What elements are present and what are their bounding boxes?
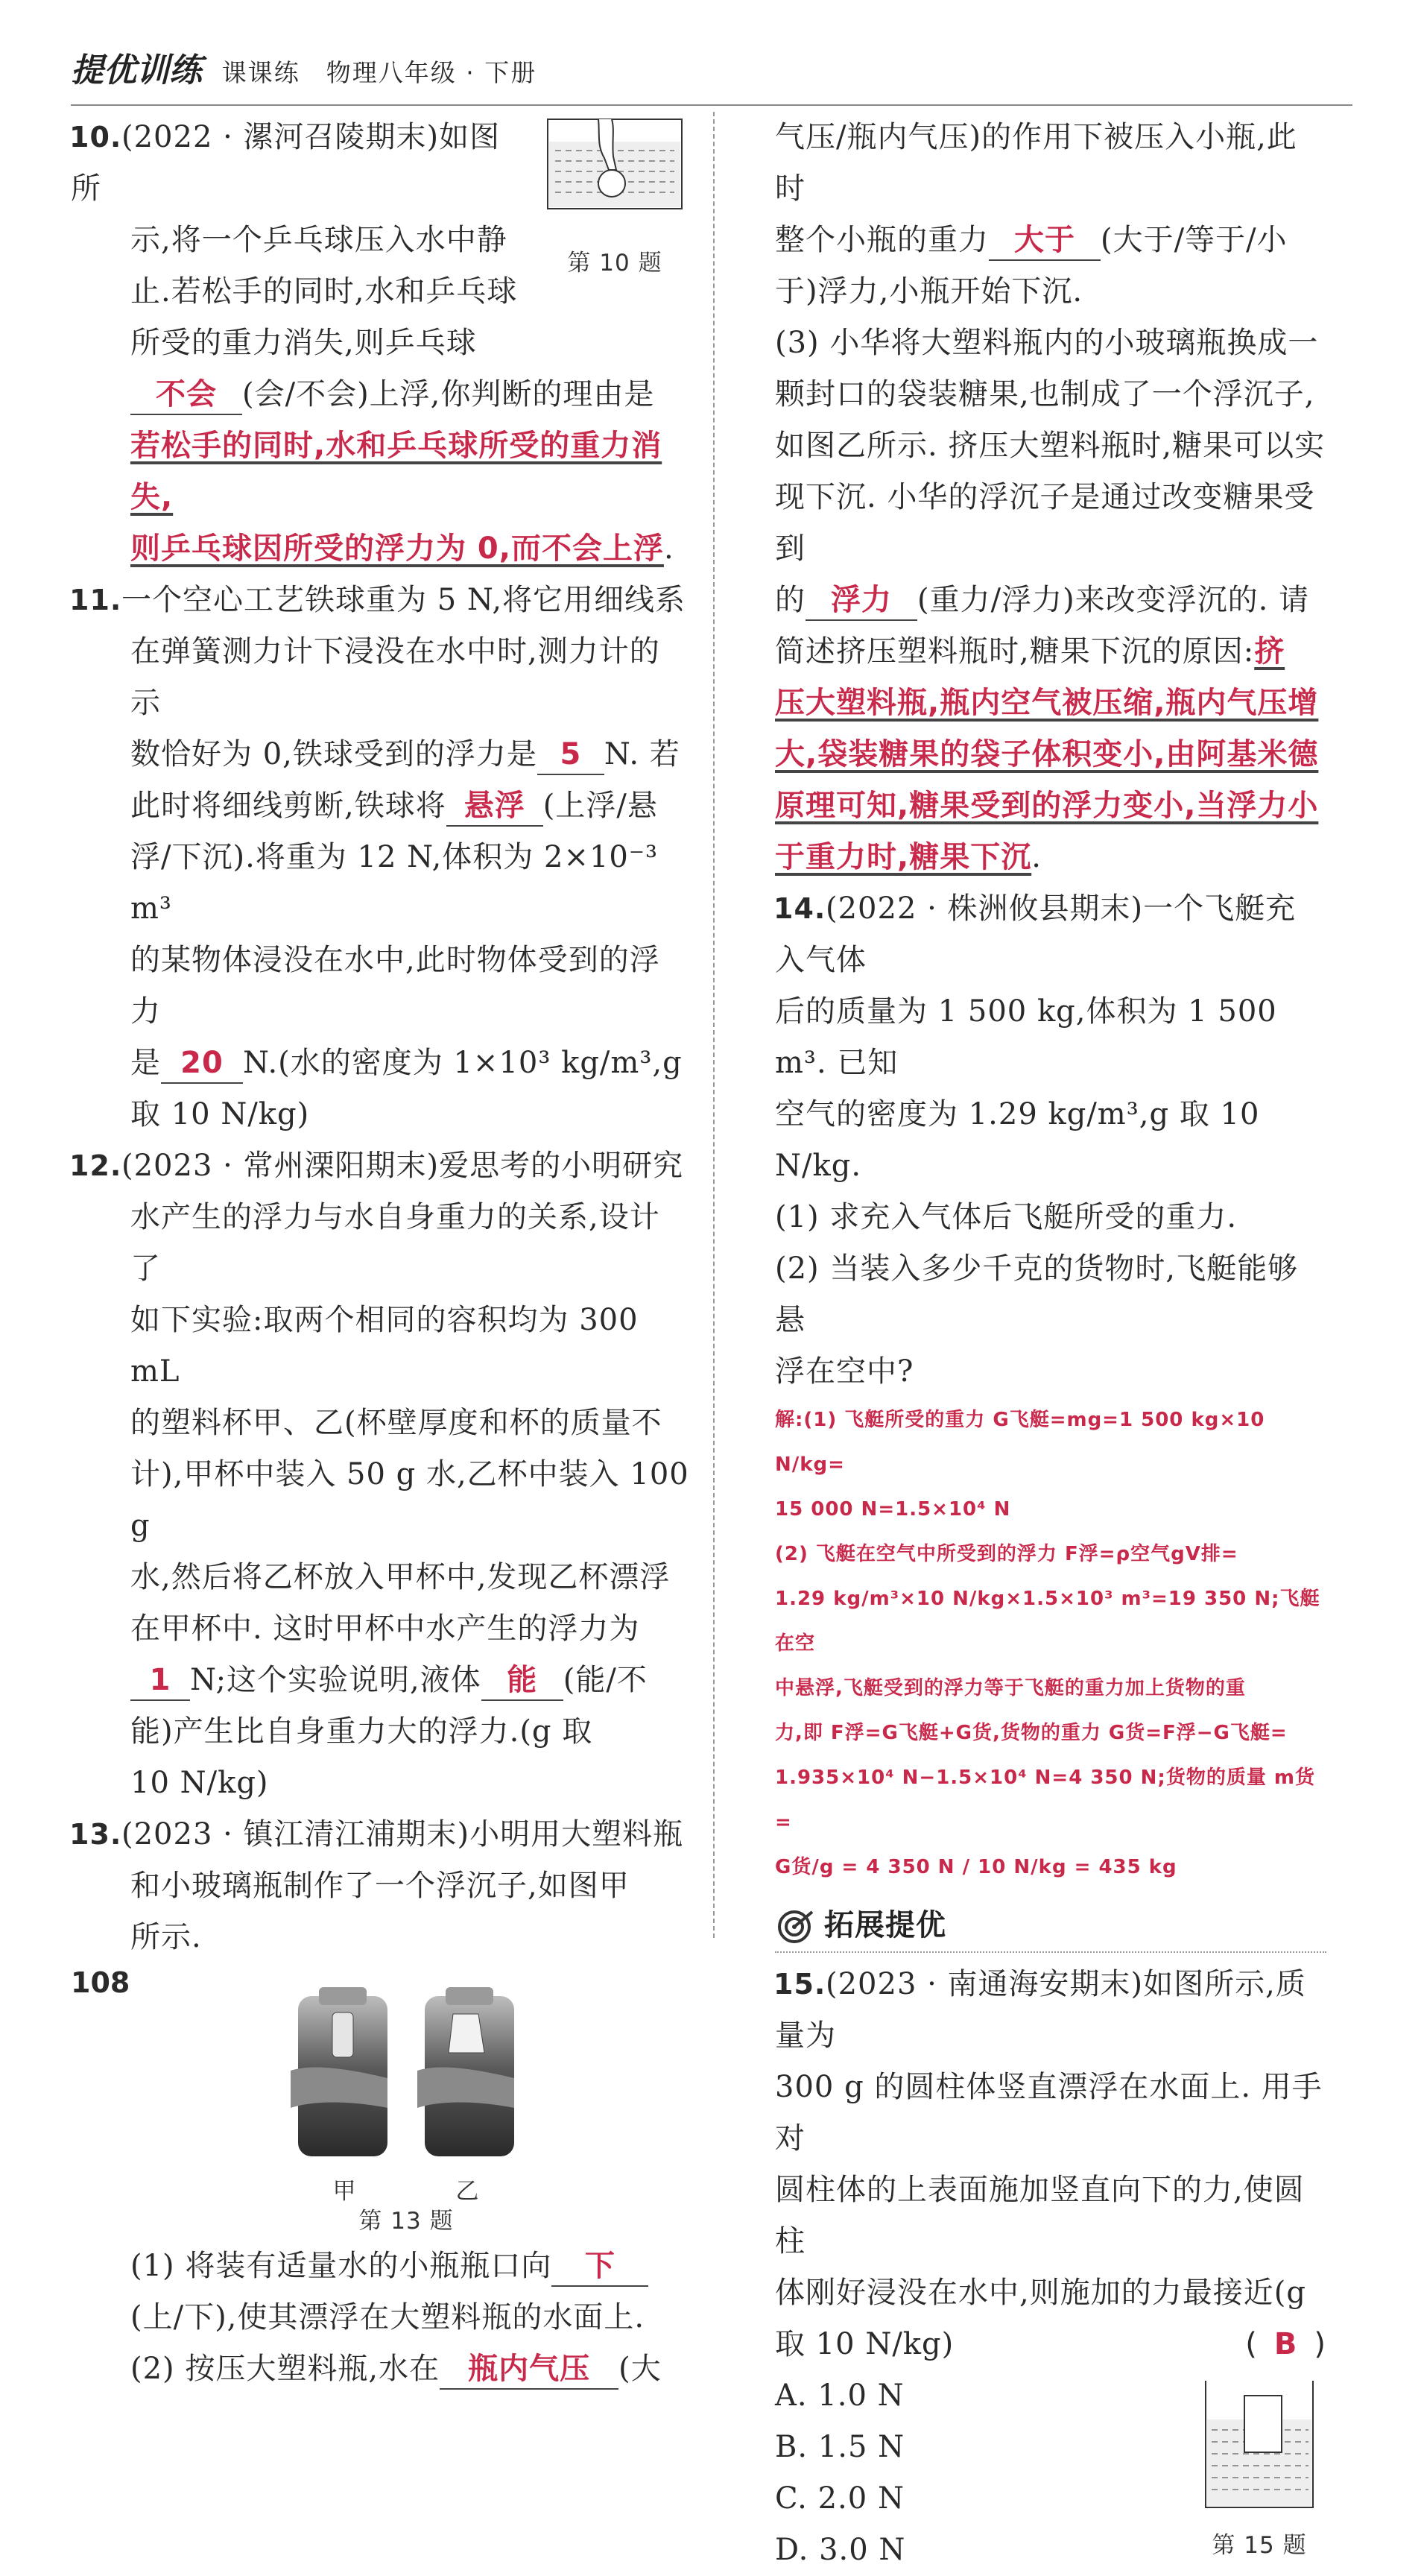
q13-part3-4: 现下沉. 小华的浮沉子是通过改变糖果受到 — [775, 480, 1315, 566]
q10-line-2: 示,将一个乒乓球压入水中静 — [130, 223, 507, 257]
q15-line-1: (2023 · 南通海安期末)如图所示,质量为 — [775, 1967, 1306, 2053]
q12-number: 12. — [69, 1149, 122, 1182]
q11-answer-1: 5 — [537, 735, 604, 775]
q13-reason-1: 挤 — [1254, 634, 1285, 669]
q10-reason-2: 则乒乓球因所受的浮力为 0,而不会上浮 — [130, 531, 664, 566]
q13-end: . — [1031, 840, 1042, 874]
page-number: 108 — [71, 1966, 130, 1999]
q15-caption: 第 15 题 — [1212, 2532, 1307, 2559]
q13-line-1: (2023 · 镇江清江浦期末)小明用大塑料瓶 — [121, 1817, 684, 1852]
q15-line-3: 圆柱体的上表面施加竖直向下的力,使圆柱 — [775, 2173, 1305, 2258]
solution-line: 力,即 F浮=G飞艇+G货,货物的重力 G货=F浮−G飞艇= — [775, 1722, 1288, 1744]
q13-reason-3: 大,袋装糖果的袋子体积变小,由阿基米德 — [775, 737, 1319, 771]
q10-line-1: (2022 · 漯河召陵期末)如图所 — [71, 120, 501, 206]
q10-figure — [540, 112, 689, 276]
q13-reason-4: 原理可知,糖果受到的浮力变小,当浮力小 — [775, 789, 1319, 823]
q15-number: 15. — [773, 1968, 826, 2001]
q13-line-2: 和小玻璃瓶制作了一个浮沉子,如图甲 — [130, 1869, 630, 1903]
q11-line-7b: N.(水的密度为 1×10³ kg/m³,g — [243, 1046, 683, 1080]
q12-line-8b: (能/不 — [563, 1663, 648, 1697]
q10-line-4: 所受的重力消失,则乒乓球 — [130, 326, 477, 360]
q13-part3-5: 的 — [775, 583, 806, 617]
q13-cont-2b: (大于/等于/小 — [1101, 223, 1288, 257]
q15-option-d: D. 3.0 N — [775, 2533, 906, 2567]
q12-answer-1: 1 — [130, 1661, 190, 1701]
q12-answer-2: 能 — [481, 1661, 563, 1701]
q15-option-c: C. 2.0 N — [775, 2481, 905, 2516]
question-13 — [71, 1809, 689, 2395]
section-heading — [775, 1900, 1326, 1953]
q15-answer-bracket: ( B ) — [1245, 2327, 1326, 2361]
q12-line-3: 如下实验:取两个相同的容积均为 300 mL — [130, 1303, 639, 1389]
q14-line-1: (2022 · 株洲攸县期末)一个飞艇充入气体 — [775, 891, 1297, 977]
q10-end: . — [663, 531, 674, 566]
q15-line-5: 取 10 N/kg) — [775, 2327, 955, 2361]
q14-sub-2: (2) 当装入多少千克的货物时,飞艇能够悬 — [775, 1251, 1299, 1337]
q11-line-1: 一个空心工艺铁球重为 5 N,将它用细线系 — [121, 583, 686, 617]
solution-line: G货/g = 4 350 N / 10 N/kg = 435 kg — [775, 1856, 1177, 1878]
q13-label-b: 乙 — [455, 2178, 480, 2205]
q11-line-3b: N. 若 — [604, 737, 680, 771]
q13-part1: (1) 将装有适量水的小瓶瓶口向 — [130, 2249, 552, 2283]
q13-part1b: (上/下),使其漂浮在大塑料瓶的水面上. — [130, 2300, 645, 2334]
q11-line-8: 取 10 N/kg) — [130, 1097, 310, 1131]
question-15 — [775, 1959, 1326, 2576]
q14-solution — [775, 1398, 1326, 1890]
question-10 — [71, 112, 689, 575]
question-12 — [71, 1140, 689, 1809]
column-divider — [713, 112, 715, 1938]
left-column — [71, 112, 689, 2395]
q11-answer-2: 悬浮 — [446, 786, 543, 827]
q10-caption: 第 10 题 — [567, 250, 662, 277]
q11-line-3: 数恰好为 0,铁球受到的浮力是 — [130, 737, 537, 771]
page-header — [71, 43, 1352, 95]
q13-cont-1: 气压/瓶内气压)的作用下被压入小瓶,此时 — [775, 120, 1297, 206]
solution-line: 解:(1) 飞艇所受的重力 G飞艇=mg=1 500 kg×10 N/kg= — [775, 1409, 1265, 1476]
q10-line-3: 止.若松手的同时,水和乒乓球 — [130, 274, 518, 309]
target-icon — [775, 1907, 817, 1945]
q11-line-5: 浮/下沉).将重为 12 N,体积为 2×10⁻³ m³ — [130, 840, 659, 926]
beaker-icon — [1200, 2373, 1319, 2515]
q14-line-3: 空气的密度为 1.29 kg/m³,g 取 10 N/kg. — [775, 1097, 1260, 1183]
q11-number: 11. — [69, 584, 122, 616]
q12-line-2: 水产生的浮力与水自身重力的关系,设计了 — [130, 1200, 660, 1286]
q13-reason-2: 压大塑料瓶,瓶内空气被压缩,瓶内气压增 — [775, 686, 1319, 720]
q13-number: 13. — [69, 1818, 122, 1851]
header-rule — [71, 104, 1352, 106]
q15-answer: B — [1273, 2327, 1298, 2361]
q12-line-4: 的塑料杯甲、乙(杯壁厚度和杯的质量不 — [130, 1406, 662, 1440]
q10-reason-1: 若松手的同时,水和乒乓球所受的重力消失, — [130, 429, 662, 514]
q13-cont-3: 于)浮力,小瓶开始下沉. — [775, 274, 1083, 309]
question-14 — [775, 883, 1326, 1890]
q15-option-a: A. 1.0 N — [775, 2378, 905, 2413]
q13-part3-3: 如图乙所示. 挤压大塑料瓶时,糖果可以实 — [775, 429, 1326, 463]
q11-answer-3: 20 — [161, 1044, 243, 1084]
q14-number: 14. — [773, 892, 826, 925]
q13-answer-3: 大于 — [989, 221, 1101, 261]
q13-part3-5b: (重力/浮力)来改变浮沉的. 请 — [917, 583, 1310, 617]
question-11 — [71, 575, 689, 1140]
q13-part2b: (大 — [618, 2352, 662, 2386]
q11-line-4: 此时将细线剪断,铁球将 — [130, 789, 446, 823]
q12-line-9: 能)产生比自身重力大的浮力.(g 取 — [130, 1714, 593, 1749]
q12-line-6: 水,然后将乙杯放入甲杯中,发现乙杯漂浮 — [130, 1560, 671, 1594]
q15-option-b: B. 1.5 N — [775, 2430, 905, 2464]
bottle-photo-icon — [283, 1981, 529, 2160]
q13-figure — [283, 1981, 529, 2236]
q14-sub-2b: 浮在空中? — [775, 1354, 914, 1389]
q15-line-2: 300 g 的圆柱体竖直漂浮在水面上. 用手对 — [775, 2070, 1323, 2156]
q12-line-8: N;这个实验说明,液体 — [190, 1663, 481, 1697]
header-subtitle: 课课练 物理八年级 · 下册 — [221, 58, 537, 87]
q11-line-6: 的某物体浸没在水中,此时物体受到的浮力 — [130, 943, 660, 1029]
q13-answer-2: 瓶内气压 — [440, 2349, 618, 2390]
right-column — [775, 112, 1326, 2576]
q13-reason-5: 于重力时,糖果下沉 — [775, 840, 1032, 874]
q13-cont-2: 整个小瓶的重力 — [775, 223, 989, 257]
q11-line-4b: (上浮/悬 — [542, 789, 658, 823]
q11-line-7: 是 — [130, 1046, 161, 1080]
solution-line: 中悬浮,飞艇受到的浮力等于飞艇的重力加上货物的重 — [775, 1677, 1246, 1699]
section-title: 拓展提优 — [824, 1908, 946, 1942]
q13-part3-6: 简述挤压塑料瓶时,糖果下沉的原因: — [775, 634, 1255, 669]
q13-label-a: 甲 — [332, 2178, 357, 2205]
q15-figure — [1200, 2373, 1319, 2560]
q12-line-7: 在甲杯中. 这时甲杯中水产生的浮力为 — [130, 1611, 640, 1646]
q13-answer-1: 下 — [551, 2247, 648, 2287]
q13-answer-4: 浮力 — [806, 581, 917, 621]
q10-number: 10. — [69, 121, 122, 154]
q12-line-1: (2023 · 常州溧阳期末)爱思考的小明研究 — [121, 1149, 684, 1183]
q12-line-5: 计),甲杯中装入 50 g 水,乙杯中装入 100 g — [130, 1457, 689, 1543]
brand-logo: 提优训练 — [71, 51, 202, 89]
q13-caption: 第 13 题 — [358, 2208, 454, 2235]
q10-line-5: (会/不会)上浮,你判断的理由是 — [242, 377, 655, 411]
q11-line-2: 在弹簧测力计下浸没在水中时,测力计的示 — [130, 634, 660, 720]
solution-line: (2) 飞艇在空气中所受到的浮力 F浮=ρ空气gV排= — [775, 1543, 1238, 1565]
q12-line-10: 10 N/kg) — [130, 1766, 269, 1800]
solution-line: 1.935×10⁴ N−1.5×10⁴ N=4 350 N;货物的质量 m货= — [775, 1767, 1315, 1834]
q10-answer-1: 不会 — [130, 375, 242, 415]
solution-line: 15 000 N=1.5×10⁴ N — [775, 1498, 1011, 1521]
q13-part3-1: (3) 小华将大塑料瓶内的小玻璃瓶换成一 — [775, 326, 1319, 360]
q13-part3-2: 颗封口的袋装糖果,也制成了一个浮沉子, — [775, 377, 1315, 411]
q13-part2: (2) 按压大塑料瓶,水在 — [130, 2352, 440, 2386]
q13-line-3: 所示. — [130, 1920, 202, 1954]
q14-line-2: 后的质量为 1 500 kg,体积为 1 500 m³. 已知 — [775, 994, 1277, 1080]
q14-sub-1: (1) 求充入气体后飞艇所受的重力. — [775, 1200, 1238, 1234]
solution-line: 1.29 kg/m³×10 N/kg×1.5×10³ m³=19 350 N;飞艇在空 — [775, 1588, 1320, 1655]
q15-line-4: 体刚好浸没在水中,则施加的力最接近(g — [775, 2276, 1306, 2310]
